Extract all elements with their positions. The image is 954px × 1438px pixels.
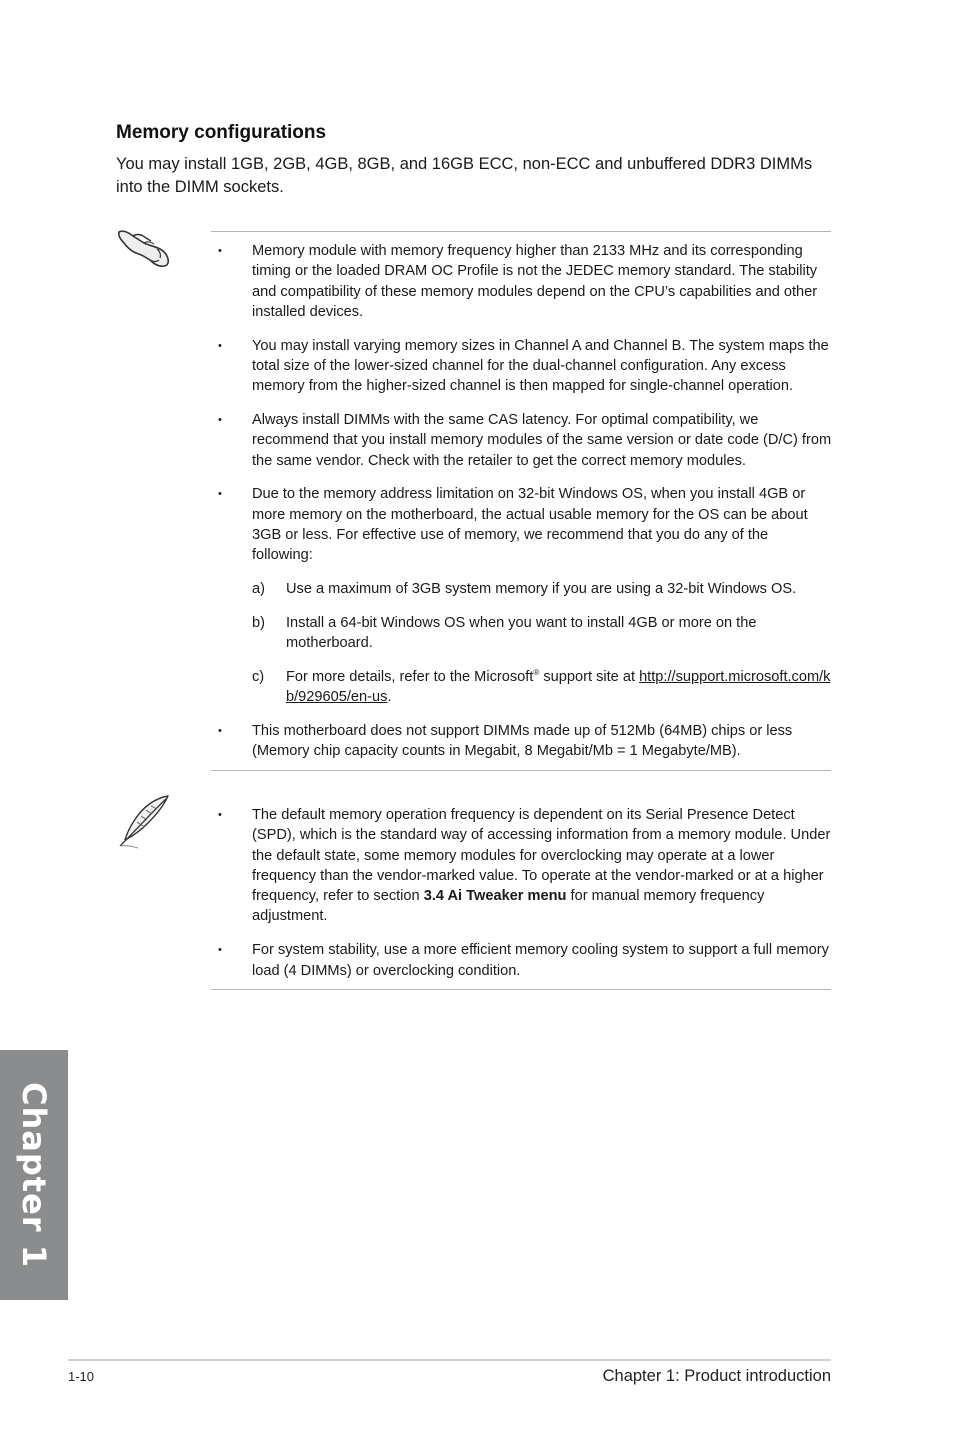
section-reference: 3.4 Ai Tweaker menu bbox=[423, 888, 567, 905]
caution-item bbox=[211, 336, 833, 397]
caution-list bbox=[211, 241, 833, 762]
note-item bbox=[211, 805, 833, 927]
bullet: • bbox=[218, 414, 222, 427]
section-title: Memory configurations bbox=[116, 122, 327, 143]
caution-item-text: Always install DIMMs with the same CAS latency. For optimal compatibility, we recommend that you install memory modules of the same version or date code (D/C) from the same vendor. Check with the retailer to get the correct memory modules. bbox=[252, 412, 832, 469]
note-item bbox=[211, 940, 833, 981]
caution-item bbox=[211, 484, 833, 707]
caution-item-text: This motherboard does not support DIMMs made up of 512Mb (64MB) chips or less (Memory chip capacity counts in Megabit, 8 Megabit/Mb = 1 Megabyte/MB). bbox=[252, 723, 793, 760]
footer-rule bbox=[68, 1359, 831, 1361]
note-item-text: For system stability, use a more efficient memory cooling system to support a full memory load (4 DIMMs) or overclocking condition. bbox=[252, 942, 829, 979]
note-item-text: The default memory operation frequency is dependent on its Serial Presence Detect (SPD), which is the standard way of accessing information from a memory module. Under the default state, some memory modules for overclocking may operate at a lower frequency than the vendor-marked value. To operate at the vendor-marked or at a higher frequency, refer to section bbox=[252, 807, 831, 905]
caution-item bbox=[211, 721, 833, 762]
caution-item-text: Memory module with memory frequency higher than 2133 MHz and its corresponding timing or the loaded DRAM OC Profile is not the JEDEC memory standard. The stability and compatibility of these memory modules depend on the CPU’s capabilities and other installed devices. bbox=[252, 243, 818, 320]
sub-item bbox=[252, 613, 833, 654]
caution-bottom-rule bbox=[211, 770, 831, 771]
feather-pen-icon bbox=[116, 794, 172, 855]
caution-item bbox=[211, 410, 833, 471]
sub-item-text: support site at bbox=[539, 669, 640, 686]
chapter-tab-label: Chapter 1 bbox=[15, 1082, 53, 1268]
sub-item-text: Use a maximum of 3GB system memory if you are using a 32-bit Windows OS. bbox=[286, 581, 797, 598]
sub-item-marker: b) bbox=[252, 614, 265, 631]
sub-item-text: For more details, refer to the Microsoft bbox=[286, 669, 534, 686]
bullet: • bbox=[218, 488, 222, 501]
sub-item bbox=[252, 667, 833, 708]
caution-top-rule bbox=[211, 231, 831, 232]
section-intro: You may install 1GB, 2GB, 4GB, 8GB, and 16GB ECC, non-ECC and unbuffered DDR3 DIMMs into the DIMM sockets. bbox=[116, 155, 813, 196]
microsoft-support-link[interactable]: http://support.microsoft.com/kb/929605/en-us bbox=[286, 669, 831, 706]
sub-list bbox=[252, 579, 833, 707]
sub-item-text: Install a 64-bit Windows OS when you want to install 4GB or more on the motherboard. bbox=[286, 614, 757, 652]
registered-mark: ® bbox=[533, 668, 540, 678]
footer-chapter-title: Chapter 1: Product introduction bbox=[602, 1367, 831, 1385]
sub-item-marker: a) bbox=[252, 581, 265, 598]
note-list bbox=[211, 805, 833, 981]
hand-pointing-icon bbox=[114, 226, 172, 275]
note-item-text: for manual memory frequency adjustment. bbox=[252, 888, 765, 925]
note-bottom-rule bbox=[211, 989, 831, 990]
bullet: • bbox=[218, 339, 222, 352]
caution-item bbox=[211, 241, 833, 322]
sub-item bbox=[252, 579, 833, 599]
bullet: • bbox=[218, 944, 222, 957]
page-number: 1-10 bbox=[68, 1369, 95, 1384]
chapter-side-tab bbox=[0, 1050, 68, 1300]
caution-item-text: Due to the memory address limitation on 32-bit Windows OS, when you install 4GB or more memory on the motherboard, the actual usable memory for the OS can be about 3GB or less. For effective use of memory, we recommend that you do any of the following: bbox=[252, 486, 808, 564]
sub-item-marker: c) bbox=[252, 669, 265, 686]
sub-item-text: . bbox=[387, 689, 392, 706]
bullet: • bbox=[218, 245, 222, 257]
bullet: • bbox=[218, 725, 222, 738]
bullet: • bbox=[218, 809, 222, 821]
caution-item-text: You may install varying memory sizes in Channel A and Channel B. The system maps the total size of the lower-sized channel for the dual-channel configuration. Any excess memory from the higher-sized channel is then mapped for single-channel operation. bbox=[252, 337, 829, 395]
